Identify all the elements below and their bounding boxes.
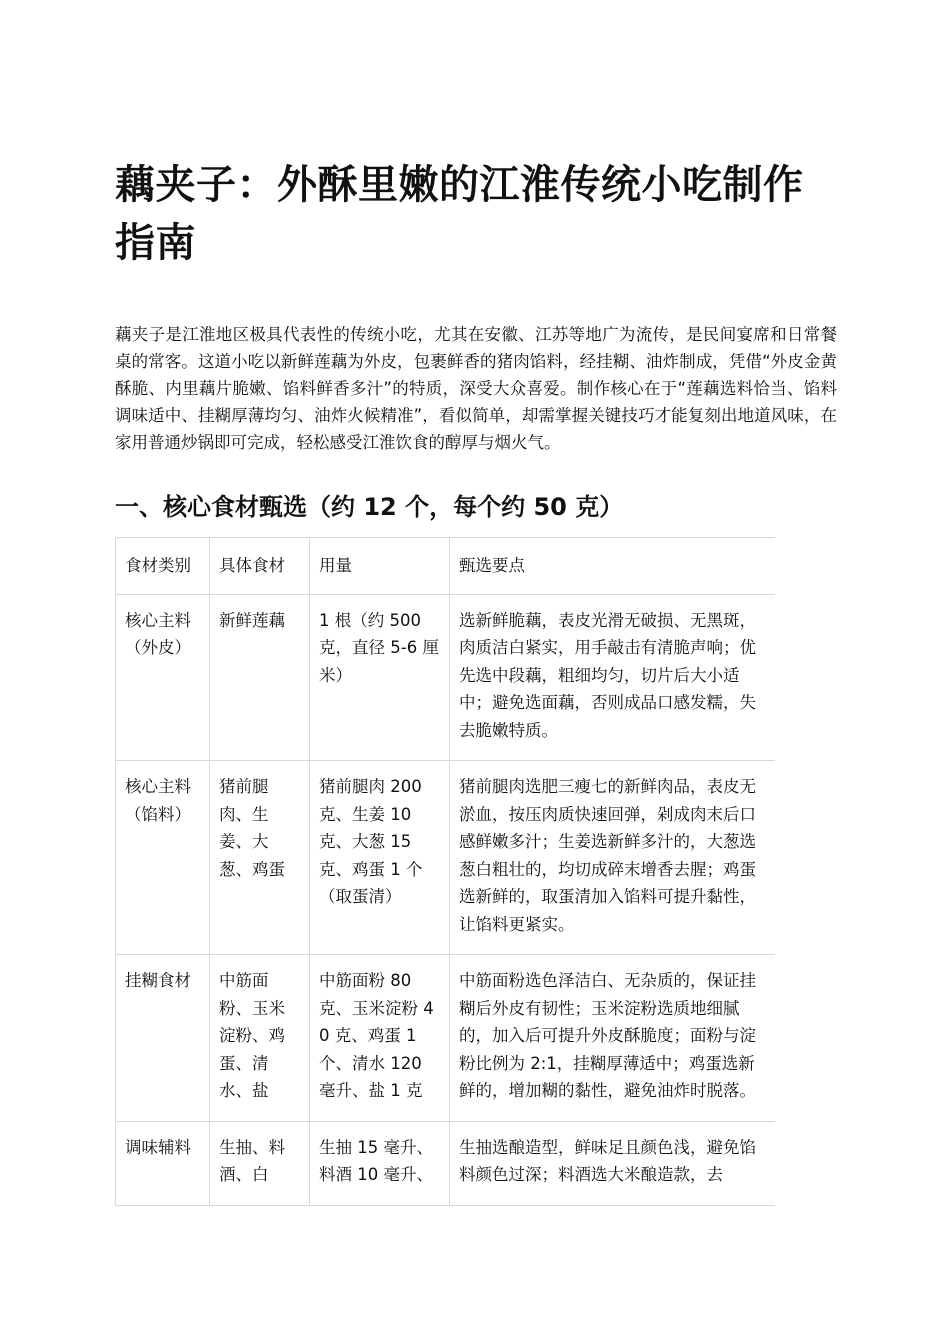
page-title: 藕夹子：外酥里嫩的江淮传统小吃制作指南: [115, 162, 804, 266]
cell-ingredient: 新鲜莲藕: [210, 594, 310, 761]
cell-tips: 生抽选酿造型，鲜味足且颜色浅，避免馅料颜色过深；料酒选大米酿造款，去: [450, 1121, 776, 1205]
cell-ingredient: 中筋面粉、玉米淀粉、鸡蛋、清水、盐: [210, 955, 310, 1122]
cell-tips: 中筋面粉选色泽洁白、无杂质的，保证挂糊后外皮有韧性；玉米淀粉选质地细腻的，加入后可提升外皮酥脆度；面粉与淀粉比例为 2:1，挂糊厚薄适中；鸡蛋选新鲜的，增加糊的黏性，避免油炸时脱落。: [450, 955, 776, 1122]
cell-category: 核心主料（馅料）: [116, 761, 210, 955]
table-row: [116, 955, 776, 1122]
document-page: [115, 0, 837, 1344]
column-header-tips: 甄选要点: [450, 538, 776, 595]
cell-tips: 猪前腿肉选肥三瘦七的新鲜肉品，表皮无淤血，按压肉质快速回弹，剁成肉末后口感鲜嫩多汁；生姜选新鲜多汁的，大葱选葱白粗壮的，均切成碎末增香去腥；鸡蛋选新鲜的，取蛋清加入馅料可提升黏性，让馅料更紧实。: [450, 761, 776, 955]
cell-amount: 中筋面粉 80 克、玉米淀粉 40 克、鸡蛋 1 个、清水 120 毫升、盐 1 克: [310, 955, 450, 1122]
cell-category: 核心主料（外皮）: [116, 594, 210, 761]
table-row: [116, 1121, 776, 1205]
cell-ingredient: 生抽、料酒、白: [210, 1121, 310, 1205]
table-header-row: [116, 538, 776, 595]
cell-tips: 选新鲜脆藕，表皮光滑无破损、无黑斑，肉质洁白紧实，用手敲击有清脆声响；优先选中段藕，粗细均匀，切片后大小适中；避免选面藕，否则成品口感发糯，失去脆嫩特质。: [450, 594, 776, 761]
table-row: [116, 761, 776, 955]
column-header-ingredient: 具体食材: [210, 538, 310, 595]
cell-ingredient: 猪前腿肉、生姜、大葱、鸡蛋: [210, 761, 310, 955]
table-row: [116, 594, 776, 761]
cell-amount: 生抽 15 毫升、料酒 10 毫升、: [310, 1121, 450, 1205]
cell-amount: 1 根（约 500 克，直径 5-6 厘米）: [310, 594, 450, 761]
intro-paragraph: 藕夹子是江淮地区极具代表性的传统小吃，尤其在安徽、江苏等地广为流传，是民间宴席和日常餐桌的常客。这道小吃以新鲜莲藕为外皮，包裹鲜香的猪肉馅料，经挂糊、油炸制成，凭借“外皮金黄酥脆、内里藕片脆嫩、馅料鲜香多汁”的特质，深受大众喜爱。制作核心在于“莲藕选料恰当、馅料调味适中、挂糊厚薄均匀、油炸火候精准”，看似简单，却需掌握关键技巧才能复刻出地道风味，在家用普通炒锅即可完成，轻松感受江淮饮食的醇厚与烟火气。: [115, 325, 837, 452]
column-header-category: 食材类别: [116, 538, 210, 595]
ingredients-table: [115, 537, 775, 1206]
cell-category: 调味辅料: [116, 1121, 210, 1205]
ingredients-table-container: [115, 537, 775, 1213]
cell-category: 挂糊食材: [116, 955, 210, 1122]
section-heading-ingredients: 一、核心食材甄选（约 12 个，每个约 50 克）: [115, 493, 624, 521]
column-header-amount: 用量: [310, 538, 450, 595]
cell-amount: 猪前腿肉 200 克、生姜 10 克、大葱 15 克、鸡蛋 1 个（取蛋清）: [310, 761, 450, 955]
